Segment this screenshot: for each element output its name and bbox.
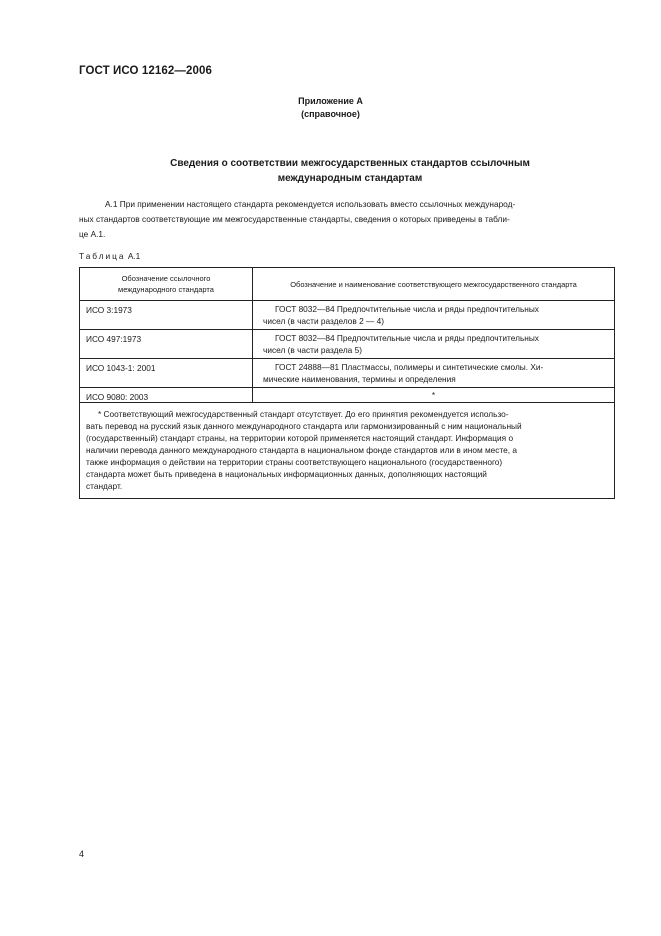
table-row xyxy=(80,330,615,359)
appendix-label: Приложение А xyxy=(298,96,363,106)
paragraph-line-1: А.1 При применении настоящего стандарта рекомендуется использовать вместо ссылочных междунаpод- xyxy=(105,199,516,209)
cell-line-2: чисел (в части раздела 5) xyxy=(263,345,362,355)
table-caption xyxy=(79,251,140,261)
footnote-line-5: также информация о действии на территории страны соответствующего национального (государственного) xyxy=(86,457,503,467)
header-col1-line-2: международного стандарта xyxy=(118,285,214,294)
table-row xyxy=(80,388,615,403)
table-row xyxy=(80,301,615,330)
page-number: 4 xyxy=(79,849,85,859)
footnote-line-2: вать перевод на русский язык данного международного стандарта или гармонизированный с ним национальный xyxy=(86,421,522,431)
cell-line-1: ГОСТ 24888—81 Пластмассы, полимеры и синтетические смолы. Хи- xyxy=(275,362,544,372)
header-col1-line-1: Обозначение ссылочного xyxy=(121,274,211,283)
header-col-interstate: Обозначение и наименование соответствующего межгосударственного стандарта xyxy=(253,268,615,301)
cell-line-1: ГОСТ 8032—84 Предпочтительные числа и ряды предпочтительных xyxy=(275,333,539,343)
section-title-line-2: международным стандартам xyxy=(277,173,423,184)
standards-table xyxy=(79,267,615,499)
cell-footnote-marker: * xyxy=(253,388,615,403)
paragraph-line-2: ных стандартов соответствующие им межгосударственные стандарты, сведения о которых приведены в табли- xyxy=(79,214,510,224)
cell-interstate xyxy=(253,301,615,330)
cell-reference: ИСО 497:1973 xyxy=(80,330,253,359)
table-caption-number: А.1 xyxy=(127,251,141,261)
footnote-line-6: стандарта может быть приведена в национальных информационных данных, дополняющих настоящий xyxy=(86,469,487,479)
section-title-line-1: Сведения о соответствии межгосударственных стандартов ссылочным xyxy=(170,158,530,169)
table-header-row xyxy=(80,268,615,301)
footnote-line-4: наличии перевода данного международного стандарта в национальном фонде стандартов или в ином месте, а xyxy=(86,445,517,455)
body-paragraph xyxy=(79,197,615,242)
header-col-reference xyxy=(80,268,253,301)
cell-line-1: ГОСТ 8032—84 Предпочтительные числа и ряды предпочтительных xyxy=(275,304,539,314)
table-footnote xyxy=(80,403,615,499)
cell-reference: ИСО 3:1973 xyxy=(80,301,253,330)
cell-line-2: мические наименования, термины и определения xyxy=(263,374,456,384)
table-caption-word: Таблица xyxy=(79,251,126,261)
footnote-line-3: (государственный) стандарт страны, на территории которой применяется настоящий стандарт. Информация о xyxy=(86,433,514,443)
footnote-line-1: * Соответствующий межгосударственный стандарт отсутствует. До его принятия рекомендуется использо- xyxy=(98,409,509,419)
table-row xyxy=(80,359,615,388)
cell-interstate xyxy=(253,330,615,359)
footnote-line-7: стандарт. xyxy=(86,481,123,491)
cell-reference: ИСО 9080: 2003 xyxy=(80,388,253,403)
document-header: ГОСТ ИСО 12162—2006 xyxy=(79,65,212,77)
cell-reference: ИСО 1043-1: 2001 xyxy=(80,359,253,388)
cell-line-2: чисел (в части разделов 2 — 4) xyxy=(263,316,384,326)
paragraph-line-3: це А.1. xyxy=(79,229,106,239)
cell-interstate xyxy=(253,359,615,388)
section-title xyxy=(0,156,661,186)
appendix-status: (справочное) xyxy=(301,109,360,119)
table-footnote-row xyxy=(80,403,615,499)
